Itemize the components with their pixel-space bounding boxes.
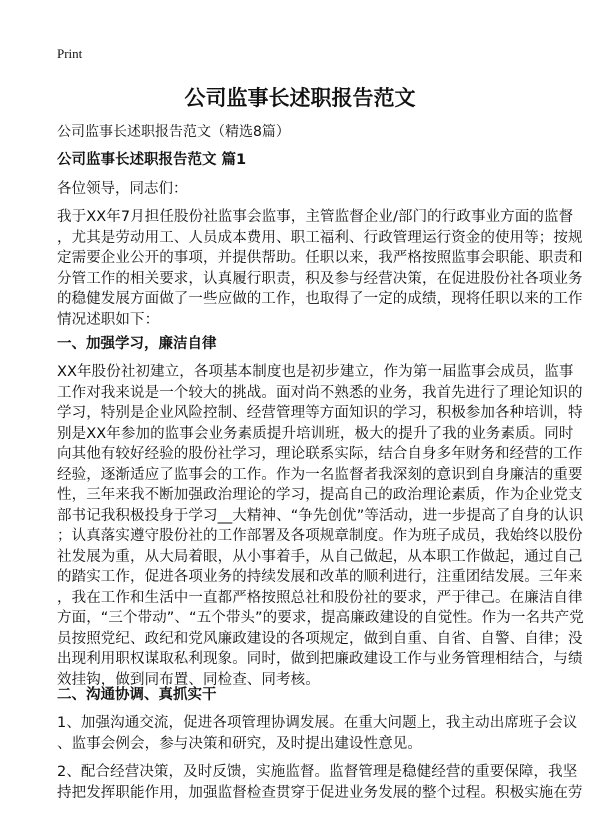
text-line: 性，三年来我不断加强政治理论的学习，提高自己的政治理论素质，作为企业党支	[57, 487, 583, 503]
text-line: 我于XX年7月担任股份社监事会监事，主管监督企业/部门的行政事业方面的监督	[57, 209, 574, 225]
text-line: 经验，逐渐适应了监事会的工作。作为一名监督者我深刻的意识到自身廉洁的重要	[57, 466, 583, 483]
text-line: 出现利用职权谋取私利现象。同时，做到把廉政建设工作与业务管理相结合，与绩	[57, 651, 583, 667]
text-line: 分管工作的相关要求，认真履行职责，积及参与经营决策，在促进股份社各项业务	[57, 270, 583, 287]
heading-2: 二、沟通协调、真抓实干	[57, 687, 217, 703]
paragraph-1	[57, 362, 584, 690]
text-line: XX年股份社初建立，各项基本制度也是初步建立，作为第一届监事会成员，监事	[57, 364, 574, 380]
text-line: 持把发挥职能作用，加强监督检查贯穿于促进业务发展的整个过程。积极实施在劳	[57, 784, 583, 801]
text-line: 1、加强沟通交流，促进各项管理协调发展。在重大问题上，我主动出席班子会议	[57, 715, 578, 731]
print-link[interactable]: Print	[57, 46, 83, 61]
text-line: 的稳健发展方面做了一些应做的工作，也取得了一定的成绩，现将任职以来的工作	[57, 291, 583, 307]
text-line: 工作对我来说是一个较大的挑战。面对尚不熟悉的业务，我首先进行了理论知识的	[57, 384, 583, 401]
document-title: 公司监事长述职报告范文	[184, 86, 416, 110]
text-line: ，我在工作和生活中一直都严格按照总社和股份社的要求，严于律己。在廉洁自律	[57, 589, 583, 606]
text-line: 员按照党纪、政纪和党风廉政建设的各项规定，做到自重、自省、自警、自律；没	[57, 630, 583, 647]
text-line: 情况述职如下：	[57, 311, 160, 328]
text-line: ，尤其是劳动用工、人员成本费用、职工福利、行政管理运行资金的使用等；按规	[57, 229, 583, 246]
greeting: 各位领导，同志们：	[57, 181, 188, 197]
item-1-paragraph	[57, 713, 577, 754]
text-line: 社发展为重，从大局着眼，从小事着手，从自己做起，从本职工作做起，通过自己	[57, 548, 583, 565]
text-line: 别是XX年参加的监事会业务素质提升培训班，极大的提升了我的业务素质。同时	[57, 425, 574, 442]
document-subtitle: 公司监事长述职报告范文（精选8篇）	[57, 124, 290, 140]
text-line: 学习，特别是企业风险控制、经营管理等方面知识的学习，积极参加各种培训，特	[57, 405, 583, 421]
section-title: 公司监事长述职报告范文 篇1	[57, 152, 247, 168]
text-line: 向其他有较好经验的股份社学习，理论联系实际，结合自身多年财务和经营的工作	[57, 446, 583, 462]
text-line: 2、配合经营决策，及时反馈，实施监督。监督管理是稳健经营的重要保障，我坚	[57, 764, 578, 780]
text-line: 定需要企业公开的事项，并提供帮助。任职以来，我严格按照监事会职能、职责和	[57, 250, 583, 266]
intro-paragraph	[57, 207, 583, 330]
text-line: 效挂钩，做到同布置、同检查、同考核。	[57, 671, 320, 688]
text-line: 部书记我积极投身于学习__大精神、“争先创优”等活动，进一步提高了自身的认识	[57, 507, 584, 524]
text-line: 方面，“三个带动”、“五个带头”的要求，提高廉政建设的自觉性。作为一名共产党	[57, 610, 584, 626]
text-line: 的踏实工作，促进各项业务的持续发展和改革的顺利进行，注重团结发展。三年来	[57, 569, 583, 585]
text-line: 、监事会例会，参与决策和研究，及时提出建设性意见。	[57, 735, 422, 752]
heading-1: 一、加强学习，廉洁自律	[57, 336, 217, 352]
text-line: ；认真落实遵守股份社的工作部署及各项规章制度。作为班子成员，我始终以股份	[57, 528, 583, 544]
item-2-paragraph	[57, 762, 583, 803]
